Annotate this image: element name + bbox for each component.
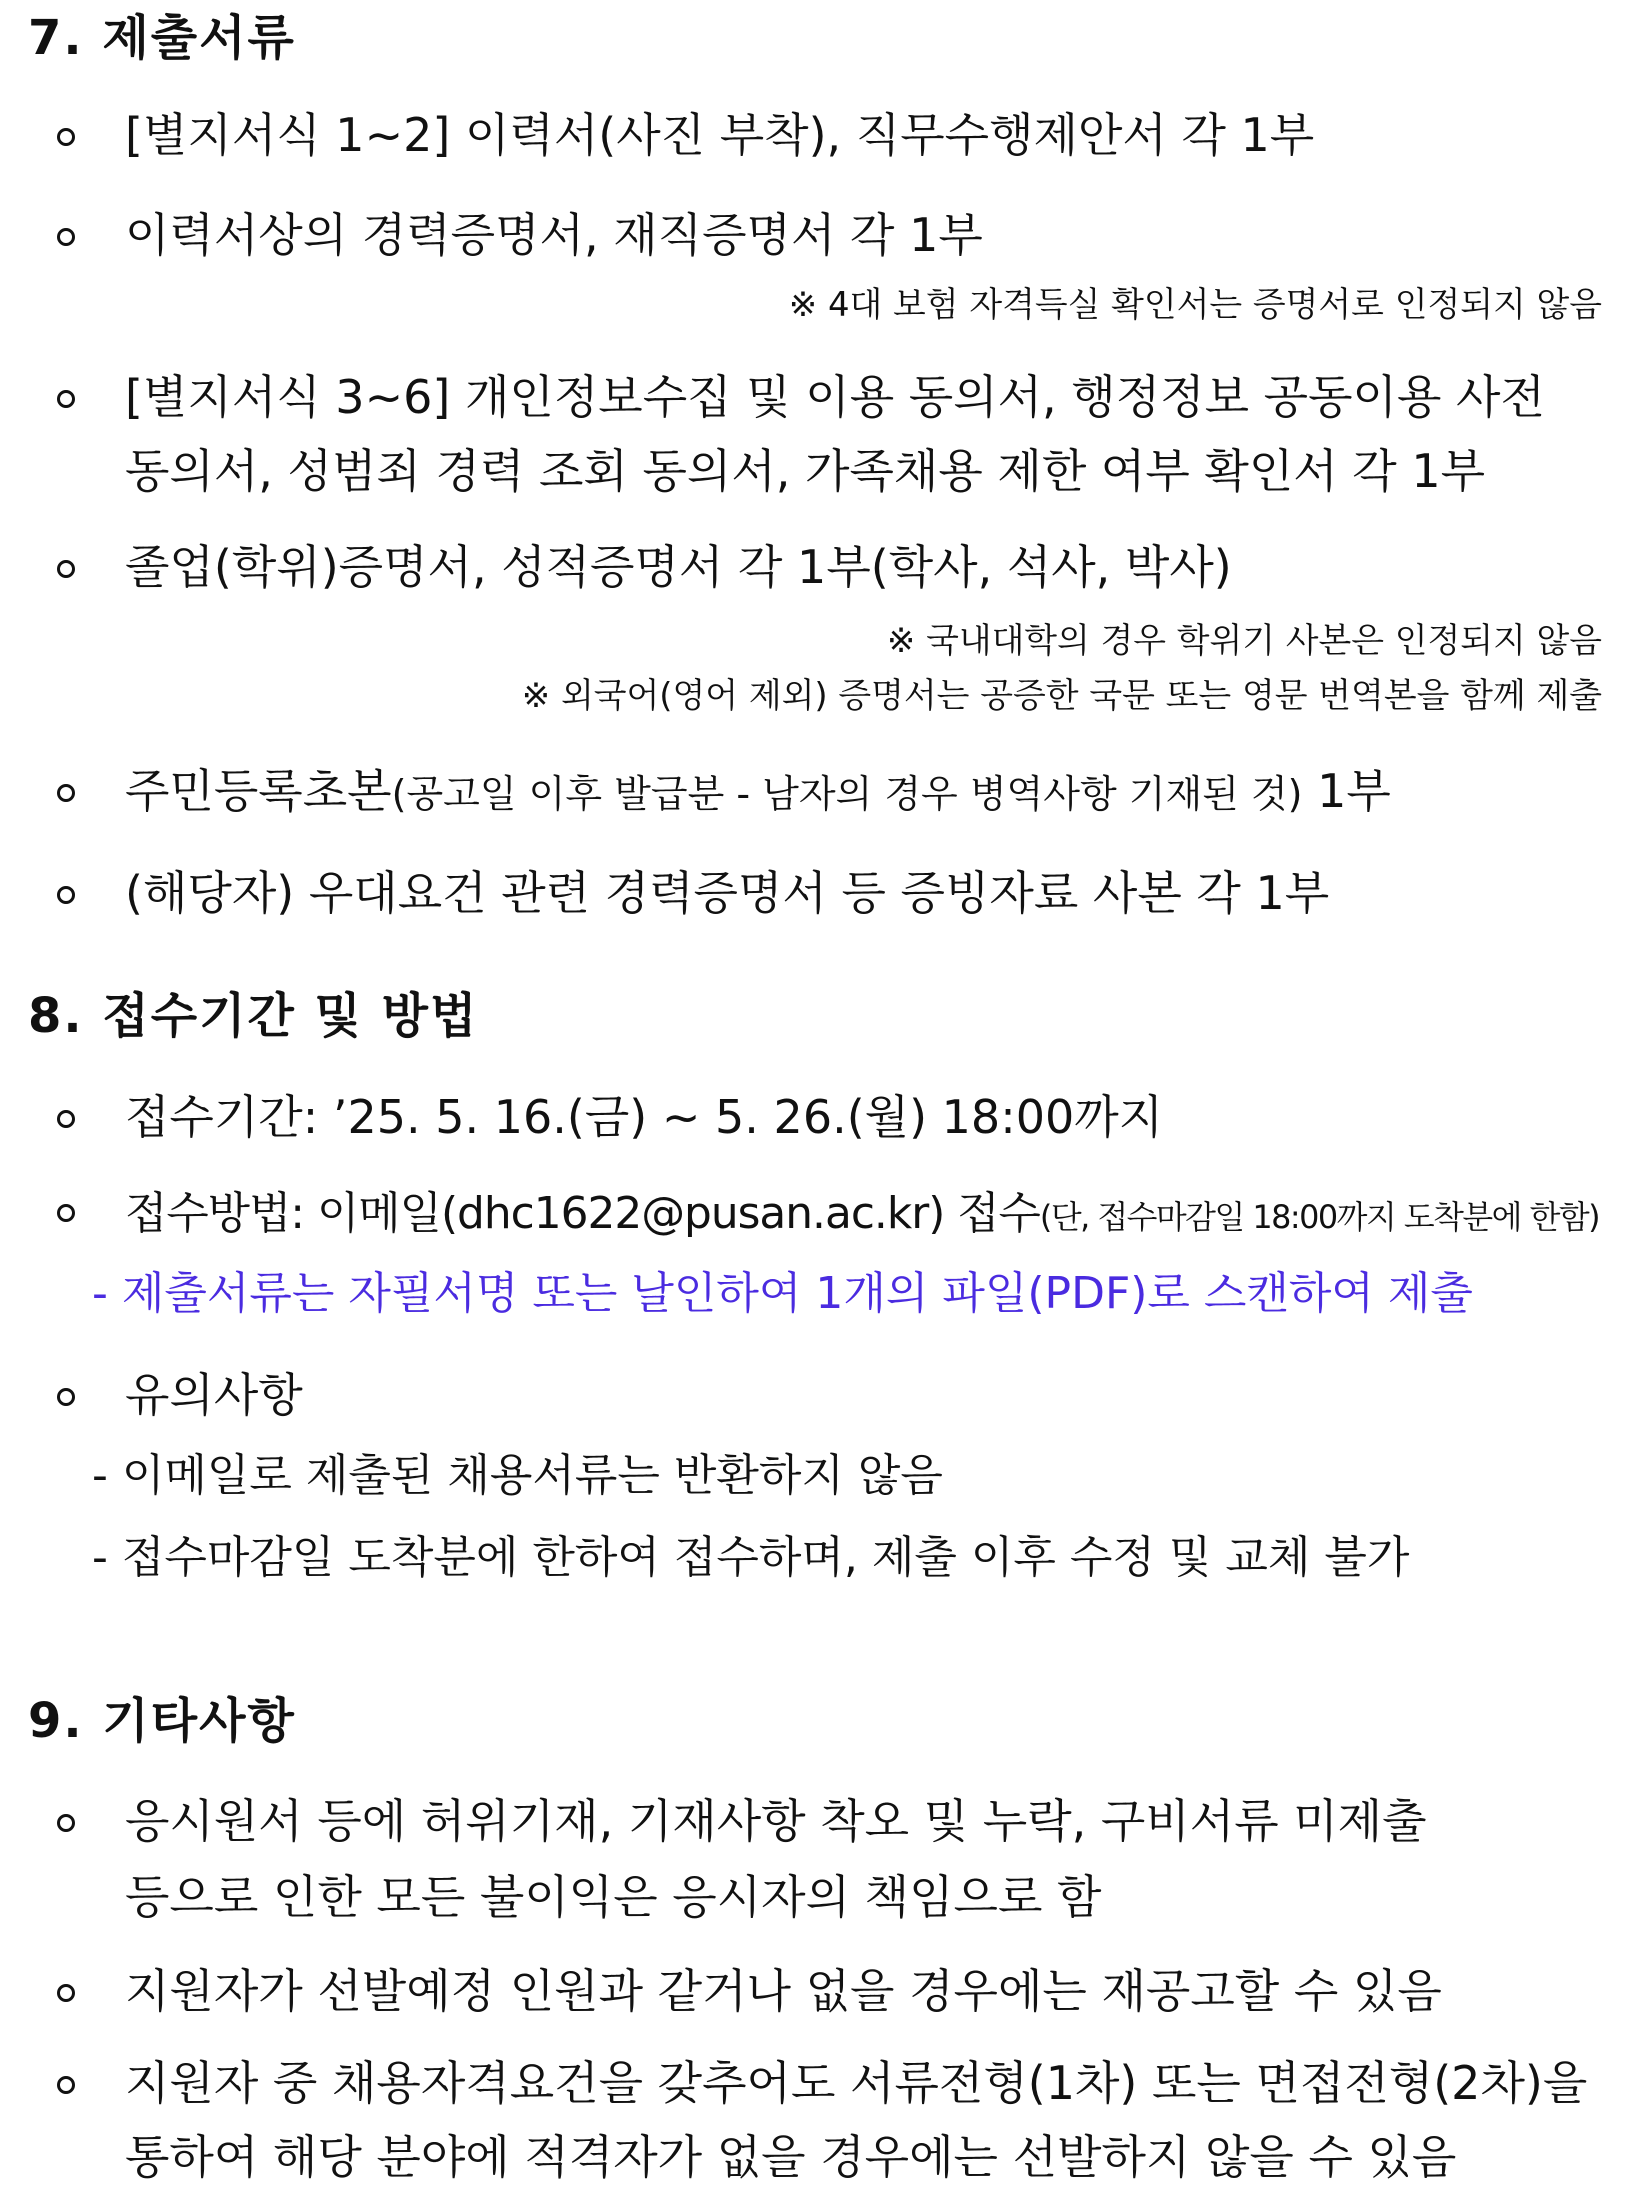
bullet-icon bbox=[57, 128, 75, 146]
s7-item-5-main: 주민등록초본 bbox=[125, 764, 392, 818]
s7-item-5-paren: (공고일 이후 발급분 - 남자의 경우 병역사항 기재된 것) bbox=[391, 772, 1303, 816]
bullet-icon bbox=[57, 2076, 75, 2094]
s7-item-3-line-2: 동의서, 성범죄 경력 조회 동의서, 가족채용 제한 여부 확인서 각 1부 bbox=[125, 444, 1486, 498]
bullet-icon bbox=[57, 228, 75, 246]
s7-item-4: 졸업(학위)증명서, 성적증명서 각 1부(학사, 석사, 박사) bbox=[125, 540, 1232, 594]
s9-item-3-line-1: 지원자 중 채용자격요건을 갖추어도 서류전형(1차) 또는 면접전형(2차)을 bbox=[125, 2056, 1588, 2110]
s7-item-6: (해당자) 우대요건 관련 경력증명서 등 증빙자료 사본 각 1부 bbox=[125, 866, 1330, 920]
section-7-title: 7. 제출서류 bbox=[28, 10, 296, 66]
s7-item-5-tail: 1부 bbox=[1302, 764, 1391, 818]
s8-item-2-main: 접수방법: 이메일(dhc1622@pusan.ac.kr) 접수 bbox=[125, 1188, 1040, 1239]
bullet-icon bbox=[57, 784, 75, 802]
s8-item-2-paren: (단, 접수마감일 18:00까지 도착분에 한함) bbox=[1039, 1198, 1600, 1236]
bullet-icon bbox=[57, 1814, 75, 1832]
s7-item-3-line-1: [별지서식 3~6] 개인정보수집 및 이용 동의서, 행정정보 공동이용 사전 bbox=[125, 370, 1545, 424]
section-8-title: 8. 접수기간 및 방법 bbox=[28, 988, 479, 1044]
s8-item-2 bbox=[125, 1188, 1600, 1239]
s9-item-1-line-1: 응시원서 등에 허위기재, 기재사항 착오 및 누락, 구비서류 미제출 bbox=[125, 1794, 1427, 1848]
s7-note-2: ※ 국내대학의 경우 학위기 사본은 인정되지 않음 bbox=[886, 621, 1602, 660]
s8-dash-3: - 접수마감일 도착분에 한하여 접수하며, 제출 이후 수정 및 교체 불가 bbox=[92, 1532, 1410, 1583]
s7-note-3: ※ 외국어(영어 제외) 증명서는 공증한 국문 또는 영문 번역본을 함께 제출 bbox=[521, 677, 1602, 716]
bullet-icon bbox=[57, 1388, 75, 1406]
bullet-icon bbox=[57, 390, 75, 408]
s8-item-1: 접수기간: ’25. 5. 16.(금) ~ 5. 26.(월) 18:00까지 bbox=[125, 1090, 1164, 1144]
s7-item-2: 이력서상의 경력증명서, 재직증명서 각 1부 bbox=[125, 208, 983, 262]
s8-dash-1: - 제출서류는 자필서명 또는 날인하여 1개의 파일(PDF)로 스캔하여 제출 bbox=[92, 1268, 1473, 1319]
s8-dash-2: - 이메일로 제출된 채용서류는 반환하지 않음 bbox=[92, 1450, 943, 1501]
bullet-icon bbox=[57, 560, 75, 578]
s9-item-3-line-2: 통하여 해당 분야에 적격자가 없을 경우에는 선발하지 않을 수 있음 bbox=[125, 2130, 1457, 2184]
s9-item-2: 지원자가 선발예정 인원과 같거나 없을 경우에는 재공고할 수 있음 bbox=[125, 1964, 1442, 2018]
bullet-icon bbox=[57, 1984, 75, 2002]
s7-note-1: ※ 4대 보험 자격득실 확인서는 증명서로 인정되지 않음 bbox=[788, 285, 1602, 324]
bullet-icon bbox=[57, 1110, 75, 1128]
s9-item-1-line-2: 등으로 인한 모든 불이익은 응시자의 책임으로 함 bbox=[125, 1870, 1102, 1924]
bullet-icon bbox=[57, 886, 75, 904]
s8-item-3: 유의사항 bbox=[125, 1368, 303, 1422]
bullet-icon bbox=[57, 1204, 75, 1222]
section-9-title: 9. 기타사항 bbox=[28, 1693, 296, 1749]
s7-item-5 bbox=[125, 764, 1391, 818]
s7-item-1: [별지서식 1~2] 이력서(사진 부착), 직무수행제안서 각 1부 bbox=[125, 108, 1315, 162]
